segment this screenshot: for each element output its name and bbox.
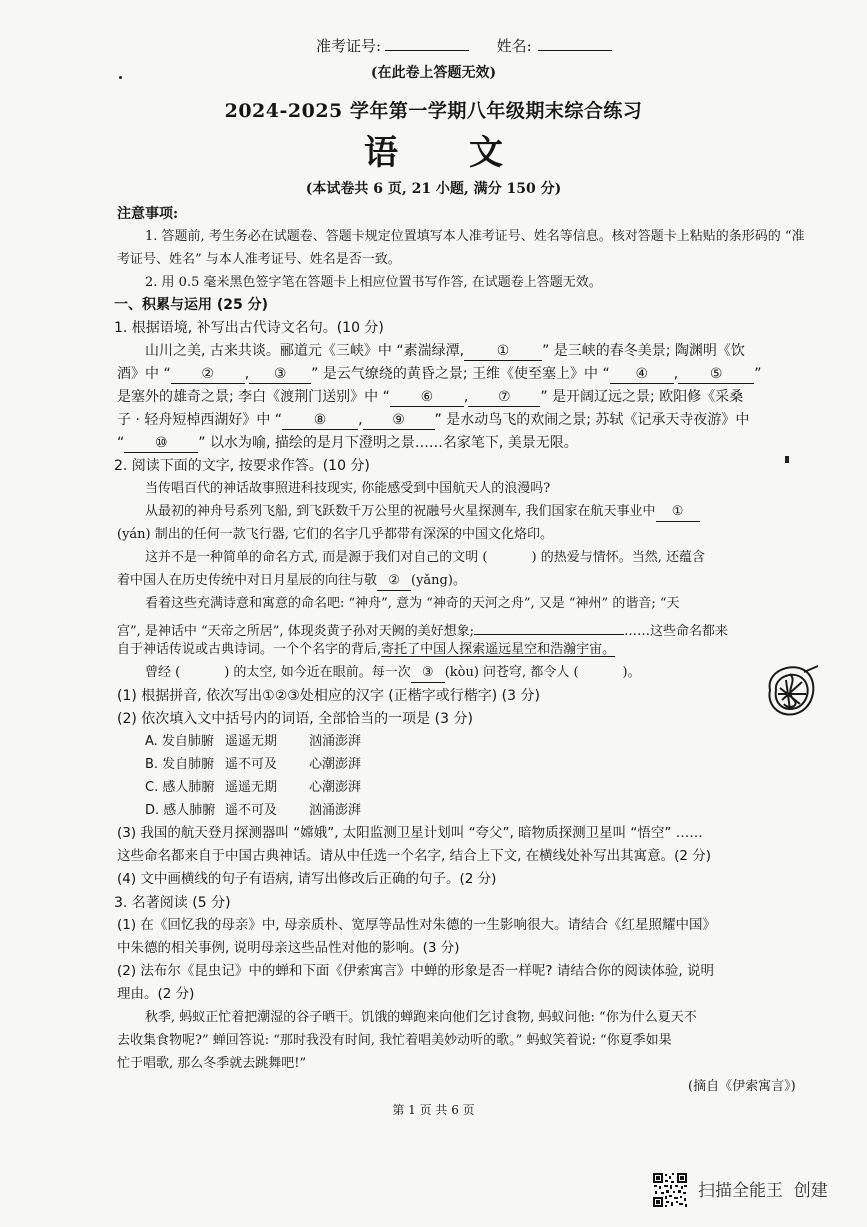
blank-9: ⑨ bbox=[363, 413, 435, 430]
q3-stem: 3. 名著阅读 (5 分) bbox=[114, 895, 231, 911]
name-label: 姓名: bbox=[496, 37, 532, 55]
q3-sub-2-line-1: (2) 法布尔《昆虫记》中的蝉和下面《伊索寓言》中蝉的形象是否一样呢? 请结合你的阅读体验, 说明 bbox=[117, 963, 714, 979]
qr-code-icon bbox=[652, 1172, 688, 1208]
option-b: B. 发自肺腑 遥不可及 心潮澎湃 bbox=[145, 757, 362, 772]
q2-para-4-line-2: 宫”, 是神话中 “天帝之所居”, 体现炎黄子孙对天阙的美好想象; ……这些命名都来 bbox=[117, 620, 728, 638]
exam-id-label: 准考证号: bbox=[316, 37, 382, 55]
scanner-watermark: 扫描全能王 创建 bbox=[698, 1181, 828, 1201]
page-number: 第 1 页 共 6 页 bbox=[392, 1103, 475, 1117]
q2-sub-3-line-2: 这些命名都来自于中国古典神话。请从中任选一个名字, 结合上下文, 在横线处补写出其寓意。(2 分) bbox=[117, 848, 712, 864]
notes-item-1-line-1: 1. 答题前, 考生务必在试题卷、答题卡规定位置填写本人准考证号、姓名等信息。核对答题卡上粘贴的条形码的 “准 bbox=[145, 229, 805, 244]
subject-title: 语 文 bbox=[363, 133, 504, 173]
blank-7: ⑦ bbox=[468, 390, 540, 407]
q2-blank-1: ① bbox=[656, 505, 700, 522]
fable-line-3: 忙于唱歌, 那么冬季就去跳舞吧!” bbox=[117, 1056, 307, 1071]
q2-para-5: 曾经 ( ) 的太空, 如今近在眼前。每一次 ③ (kòu) 问苍穹, 都令人 ( )。 bbox=[145, 666, 641, 683]
notes-item-1-line-2: 考证号、姓名” 与本人准考证号、姓名是否一致。 bbox=[117, 252, 401, 267]
ink-scribble bbox=[760, 660, 824, 720]
option-c: C. 感人肺腑 遥遥无期 心潮澎湃 bbox=[145, 780, 362, 795]
q3-sub-2-line-2: 理由。(2 分) bbox=[117, 986, 195, 1002]
blank-2: ② bbox=[171, 367, 245, 384]
q2-sub-4: (4) 文中画横线的句子有语病, 请写出修改后正确的句子。(2 分) bbox=[117, 871, 497, 887]
q2-sub-1: (1) 根据拼音, 依次写出①②③处相应的汉字 (正楷字或行楷字) (3 分) bbox=[117, 688, 540, 704]
q1-line-5: “ ⑩ ” 以水为喻, 描绘的是月下澄明之景……名家笔下, 美景无限。 bbox=[117, 435, 578, 451]
q2-para-1: 当传唱百代的神话故事照进科技现实, 你能感受到中国航天人的浪漫吗? bbox=[145, 481, 551, 496]
q2-para-4-line-1: 看着这些充满诗意和寓意的命名吧: “神舟”, 意为 “神奇的天河之舟”, 又是 “神州” 的谐音; “天 bbox=[145, 596, 680, 611]
exam-title: 2024-2025 学年第一学期八年级期末综合练习 bbox=[224, 100, 643, 122]
option-d: D. 感人肺腑 遥不可及 汹涌澎湃 bbox=[145, 803, 362, 818]
exam-info: (本试卷共 6 页, 21 小题, 满分 150 分) bbox=[305, 181, 562, 197]
q2-para-2-line-1: 从最初的神舟号系列飞船, 到飞跃数千万公里的祝融号火星探测车, 我们国家在航天事业中 ① bbox=[145, 505, 700, 522]
q2-para-2-line-2: (yán) 制出的任何一款飞行器, 它们的名字几乎都带有深深的中国文化烙印。 bbox=[117, 527, 554, 542]
q2-blank-3: ③ bbox=[411, 666, 445, 683]
notes-heading: 注意事项: bbox=[117, 206, 179, 222]
q2-para-4-line-3: 自于神话传说或古典诗词。一个个名字的背后,寄托了中国人探索遥远星空和浩瀚宇宙。 bbox=[117, 642, 616, 657]
option-a: A. 发自肺腑 遥遥无期 汹涌澎湃 bbox=[145, 734, 362, 749]
blank-6: ⑥ bbox=[390, 390, 464, 407]
q1-stem: 1. 根据语境, 补写出古代诗文名句。(10 分) bbox=[114, 320, 384, 336]
q1-line-1: 山川之美, 古来共谈。郦道元《三峡》中 “素湍绿潭, ① ” 是三峡的春冬美景; 陶渊明《饮 bbox=[145, 343, 745, 359]
section-1-heading: 一、积累与运用 (25 分) bbox=[114, 297, 269, 313]
faulty-sentence: 寄托了中国人探索遥远星空和浩瀚宇宙。 bbox=[381, 642, 616, 657]
q2-sub-3-line-1: (3) 我国的航天登月探测器叫 “嫦娥”, 太阳监测卫星计划叫 “夸父”, 暗物质探测卫星叫 “悟空” …… bbox=[117, 825, 703, 841]
q1-line-4: 子 · 轻舟短棹西湖好》中 “ ⑧ , ⑨ ” 是水动鸟飞的欢闹之景; 苏轼《记承天寺夜游》中 bbox=[117, 412, 750, 428]
fable-source: (摘自《伊索寓言》) bbox=[688, 1079, 796, 1094]
meaning-blank bbox=[474, 620, 624, 635]
q3-sub-1-line-1: (1) 在《回忆我的母亲》中, 母亲质朴、宽厚等品性对朱德的一生影响很大。请结合《红星照耀中国》 bbox=[117, 917, 716, 933]
fable-line-2: 去收集食物呢?” 蝉回答说: “那时我没有时间, 我忙着唱美妙动听的歌。” 蚂蚁笑着说: “你夏季如果 bbox=[117, 1033, 672, 1048]
notes-item-2: 2. 用 0.5 毫米黑色签字笔在答题卡上相应位置书写作答, 在试题卷上答题无效。 bbox=[145, 275, 602, 290]
blank-5: ⑤ bbox=[678, 367, 754, 384]
q2-para-3-line-1: 这并不是一种简单的命名方式, 而是源于我们对自己的文明 ( ) 的热爱与情怀。当然, 还蕴含 bbox=[145, 550, 705, 565]
q1-line-3: 是塞外的雄奇之景; 李白《渡荆门送别》中 “ ⑥ , ⑦ ” 是开阔辽远之景; 欧阳修《采桑 bbox=[117, 389, 744, 405]
q2-stem: 2. 阅读下面的文字, 按要求作答。(10 分) bbox=[114, 458, 370, 474]
notice-text: (在此卷上答题无效) bbox=[370, 65, 497, 81]
exam-id-field bbox=[316, 36, 612, 54]
blank-8: ⑧ bbox=[282, 413, 358, 430]
blank-3: ③ bbox=[249, 367, 311, 384]
blank-10: ⑩ bbox=[124, 436, 198, 453]
blank-1: ① bbox=[464, 344, 542, 361]
q2-para-3-line-2: 着中国人在历史传统中对日月星辰的向往与敬 ② (yǎng)。 bbox=[117, 574, 466, 591]
blank-4: ④ bbox=[610, 367, 674, 384]
fable-line-1: 秋季, 蚂蚁正忙着把潮湿的谷子晒干。饥饿的蝉跑来向他们乞讨食物, 蚂蚁问他: “你为什么夏天不 bbox=[145, 1010, 697, 1025]
q3-sub-1-line-2: 中朱德的相关事例, 说明母亲这些品性对他的影响。(3 分) bbox=[117, 940, 460, 956]
name-blank bbox=[538, 36, 612, 51]
exam-id-blank bbox=[385, 36, 469, 51]
q2-sub-2: (2) 依次填入文中括号内的词语, 全部恰当的一项是 (3 分) bbox=[117, 711, 473, 727]
q1-line-2: 酒》中 “ ② , ③ ” 是云气缭绕的黄昏之景; 王维《使至塞上》中 “ ④ , ⑤ ” bbox=[117, 366, 762, 382]
stray-mark-2 bbox=[785, 456, 789, 463]
q2-blank-2: ② bbox=[377, 574, 411, 591]
